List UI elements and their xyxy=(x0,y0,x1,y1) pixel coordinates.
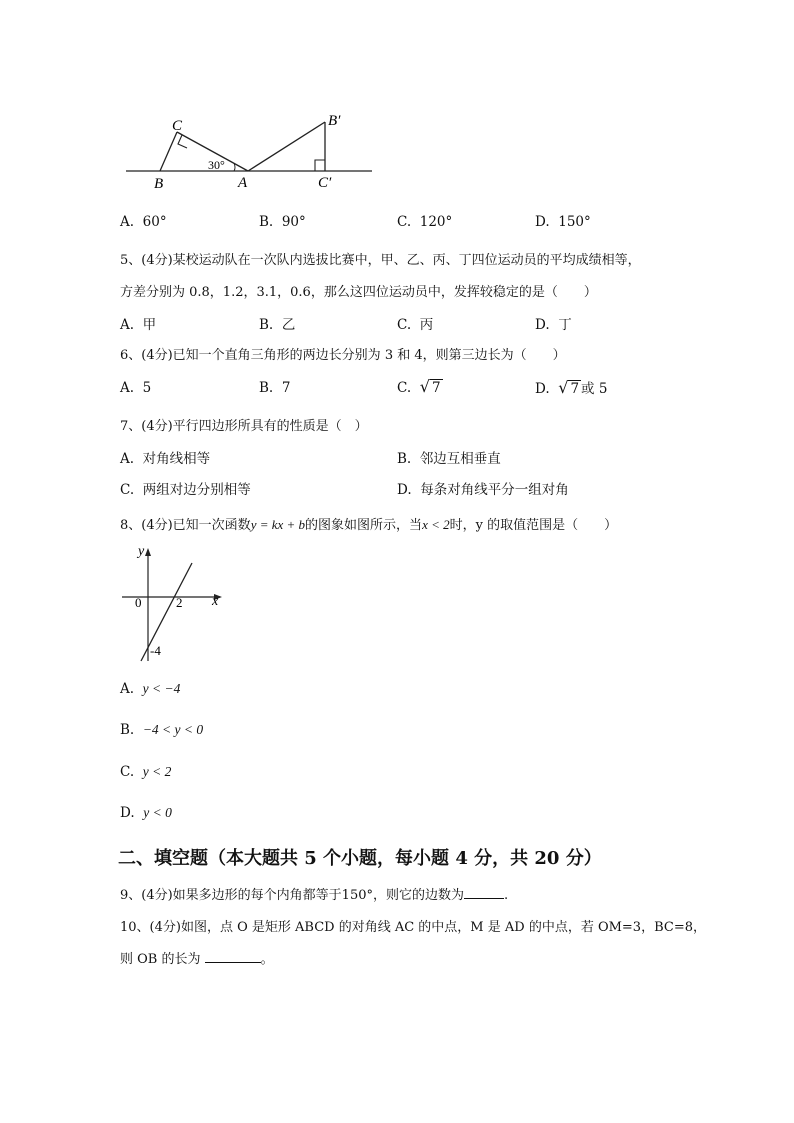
sqrt-sign-icon: √ xyxy=(558,378,569,397)
q7-option-c: C. 两组对边分别相等 xyxy=(120,482,251,498)
q4-option-b: B. 90° xyxy=(259,214,306,230)
q7-stem: 7、(4分)平行四边形所具有的性质是（ ） xyxy=(120,419,368,434)
segment-AB-prime xyxy=(248,122,325,171)
q10-stem-line1: 10、(4分)如图，点 O 是矩形 ABCD 的对角线 AC 的中点，M 是 AD 的中点，若 OM=3，BC=8， xyxy=(120,920,706,935)
q6-stem: 6、(4分)已知一个直角三角形的两边长分别为 3 和 4，则第三边长为（ ） xyxy=(120,348,566,363)
q7-option-d: D. 每条对角线平分一组对角 xyxy=(397,482,569,498)
q7-option-b: B. 邻边互相垂直 xyxy=(397,451,501,467)
q5-option-b: B. 乙 xyxy=(259,317,296,333)
segment-BC xyxy=(160,132,177,171)
label-minus4: -4 xyxy=(150,643,161,658)
linear-function-graph xyxy=(118,543,228,665)
q8-option-c: C. y < 2 xyxy=(120,764,172,780)
label-y: y xyxy=(138,544,145,559)
answer-blank[interactable] xyxy=(464,886,504,899)
q5-stem-line1: 5、(4分)某校运动队在一次队内选拔比赛中，甲、乙、丙、丁四位运动员的平均成绩相等， xyxy=(120,253,641,268)
q5-option-a: A. 甲 xyxy=(120,317,157,333)
label-C: C xyxy=(172,118,183,134)
q10-stem-line2: 则 OB 的长为 。 xyxy=(120,952,274,967)
q7-option-a: A. 对角线相等 xyxy=(120,451,211,467)
angle-arc xyxy=(234,163,235,171)
label-2: 2 xyxy=(176,595,183,610)
q8-stem: 8、(4分)已知一次函数y = kx + b的图象如图所示，当x < 2时，y 的取值范围是（ ） xyxy=(120,517,618,533)
q8-option-b: B. −4 < y < 0 xyxy=(120,722,204,738)
label-origin: 0 xyxy=(135,595,142,610)
q5-option-d: D. 丁 xyxy=(535,317,572,333)
sqrt-sign-icon: √ xyxy=(419,377,430,396)
function-line xyxy=(141,563,192,661)
q5-option-c: C. 丙 xyxy=(397,317,434,333)
label-angle-30: 30° xyxy=(208,158,225,172)
q8-option-d: D. y < 0 xyxy=(120,805,172,821)
triangle-figure xyxy=(120,96,380,194)
answer-blank[interactable] xyxy=(205,950,261,963)
q9-stem: 9、(4分)如果多边形的每个内角都等于150°，则它的边数为 . xyxy=(120,888,509,903)
q8-option-a: A. y < −4 xyxy=(120,681,181,697)
q4-option-d: D. 150° xyxy=(535,214,591,230)
label-B-prime: B′ xyxy=(328,113,341,129)
label-B: B xyxy=(154,176,164,192)
y-axis-arrow-icon xyxy=(145,548,151,556)
q5-stem-line2: 方差分别为 0.8，1.2，3.1，0.6，那么这四位运动员中，发挥较稳定的是（ ） xyxy=(120,285,597,300)
label-A: A xyxy=(238,175,248,191)
q6-option-b: B. 7 xyxy=(259,380,291,396)
q4-option-c: C. 120° xyxy=(397,214,453,230)
section-heading-fill-in: 二、填空题（本大题共 5 个小题，每小题 4 分，共 20 分） xyxy=(118,848,602,869)
q6-option-a: A. 5 xyxy=(120,380,152,396)
q4-option-a: A. 60° xyxy=(120,214,167,230)
q6-option-d: D. √ 7 或 5 xyxy=(535,378,608,397)
label-C-prime: C′ xyxy=(318,175,332,191)
q6-option-c: C. √ 7 xyxy=(397,377,441,396)
label-x: x xyxy=(212,594,219,609)
right-angle-mark-C-prime xyxy=(315,160,325,171)
